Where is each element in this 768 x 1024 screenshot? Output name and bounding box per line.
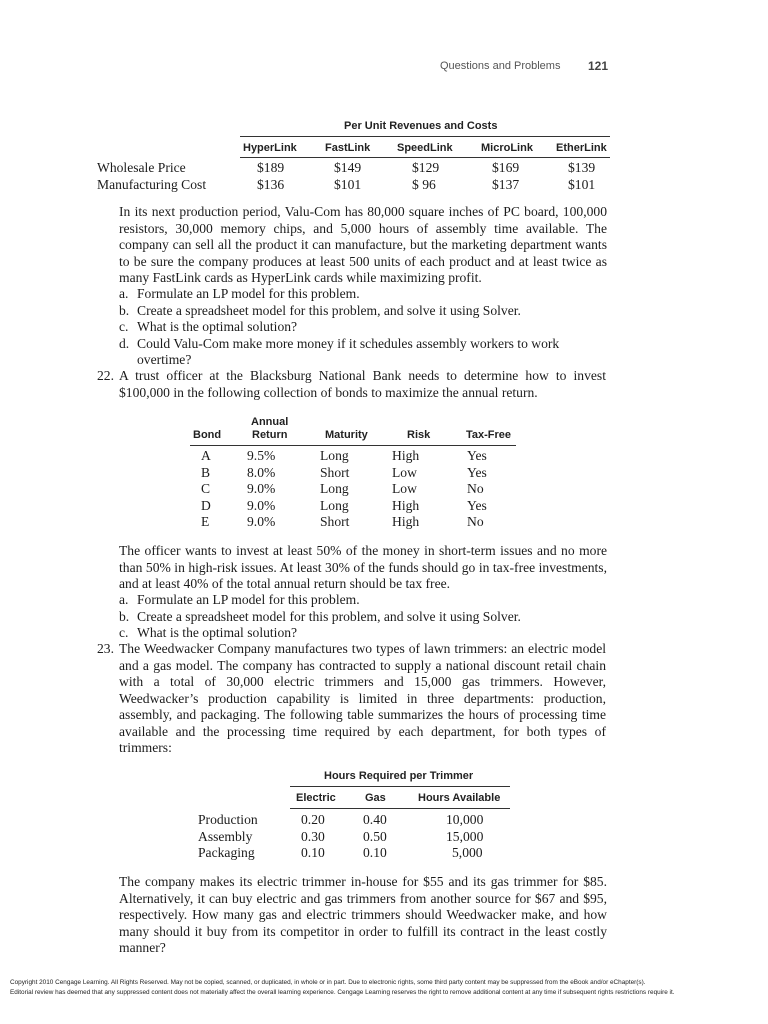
item-label: b. <box>119 609 130 624</box>
table-cell: $169 <box>492 160 520 175</box>
item-text: Could Valu-Com make more money if it schedules assembly workers to work <box>137 336 560 351</box>
column-header: FastLink <box>325 142 371 154</box>
item-label: c. <box>119 625 129 640</box>
table-cell: 5,000 <box>452 845 483 860</box>
column-header: Hours Available <box>418 792 501 804</box>
table-rule <box>240 136 610 137</box>
table-cell: E <box>201 514 210 529</box>
table-cell: 15,000 <box>446 829 484 844</box>
table-cell: 9.0% <box>247 514 276 529</box>
item-text: Create a spreadsheet model for this problem, and solve it using Solver. <box>137 303 521 318</box>
table-cell: C <box>201 481 211 496</box>
table-cell: 10,000 <box>446 812 484 827</box>
table-cell: 9.0% <box>247 497 276 513</box>
table-cell: A <box>201 448 211 463</box>
question-number: 22. <box>97 368 114 383</box>
table-title: Hours Required per Trimmer <box>324 770 474 782</box>
row-label: Production <box>198 812 258 827</box>
table-rule <box>290 808 510 809</box>
table-rule <box>190 445 516 446</box>
row-label: Manufacturing Cost <box>97 177 207 192</box>
table-cell: $137 <box>492 177 520 192</box>
list-item-continuation: overtime? <box>137 352 192 367</box>
table-cell: B <box>201 464 211 480</box>
table-cell: Long <box>320 448 349 463</box>
table-row <box>190 481 487 498</box>
copyright-line: Copyright 2010 Cengage Learning. All Rights Reserved. May not be copied, scanned, or duplicated, in whole or in part. Due to electronic rights, some third party content may be suppressed from the eBook and/or eChapter(s). <box>10 979 646 986</box>
row-label: Assembly <box>198 829 253 844</box>
table-cell: 8.0% <box>247 464 276 480</box>
question-text: The Weedwacker Company manufactures two types of lawn trimmers: an electric model and a gas model. The company has contracted to supply a national discount retail chain with a total of 30,000 electric trimmers and 15,000 gas trimmers. However, Weedwacker’s production capability is limited in three departments: production, assembly, and packaging. The following table summarizes the hours of processing time available and the processing time required by each department, for both types of trimmers: <box>119 641 606 755</box>
table-cell: High <box>392 448 420 463</box>
column-header: Annual <box>251 416 289 428</box>
paragraph-text: The officer wants to invest at least 50% of the money in short-term issues and no more than 50% in high-risk issues. At least 30% of the funds should go in tax-free investments, and at least 40% of the total annual return should be tax free. <box>119 543 607 591</box>
table-cell: $136 <box>257 177 285 192</box>
table-cell: 0.40 <box>363 812 387 827</box>
table-cell: High <box>392 497 420 513</box>
table-cell: Short <box>320 464 350 480</box>
item-label: a. <box>119 592 129 607</box>
item-text: What is the optimal solution? <box>137 625 298 640</box>
column-header: MicroLink <box>481 142 533 154</box>
table-cell: $129 <box>412 160 440 175</box>
table-cell: $139 <box>568 160 596 175</box>
item-label: c. <box>119 319 129 334</box>
column-header: Bond <box>193 429 222 441</box>
table-cell: $ 96 <box>412 177 436 192</box>
table-rule <box>240 157 610 158</box>
paragraph-text: In its next production period, Valu-Com has 80,000 square inches of PC board, 100,000 resistors, 30,000 memory chips, and 5,000 hours of assembly time available. The company can sell all the product it can manufacture, but the marketing department wants to be sure the company produces at least 500 units of each product and at least twice as many FastLink cards as HyperLink cards while maximizing profit. <box>119 204 607 285</box>
table-cell: D <box>201 497 211 513</box>
table-cell: 0.10 <box>301 845 325 860</box>
paragraph-22-after <box>119 543 607 593</box>
table-cell: $149 <box>334 160 362 175</box>
table-cell: 0.20 <box>301 812 325 827</box>
table-cell: Low <box>392 464 417 480</box>
paragraph-21 <box>119 204 607 287</box>
column-header: Maturity <box>325 429 368 441</box>
item-label: d. <box>119 336 130 351</box>
table-cell: Long <box>320 481 349 496</box>
column-header: Electric <box>296 792 336 804</box>
table-cell: 0.10 <box>363 845 387 860</box>
column-header: SpeedLink <box>397 142 453 154</box>
table-cell: $101 <box>568 177 596 192</box>
column-header: Gas <box>365 792 386 804</box>
table-cell: 0.30 <box>301 829 325 844</box>
item-label: b. <box>119 303 130 318</box>
table-row <box>190 514 487 531</box>
page-number: 121 <box>588 59 609 73</box>
table-cell: Yes <box>467 497 487 513</box>
table-cell: Yes <box>467 464 487 480</box>
item-text: What is the optimal solution? <box>137 319 298 334</box>
table-rule <box>290 786 510 787</box>
table-cell: No <box>467 481 484 496</box>
question-text: A trust officer at the Blacksburg National Bank needs to determine how to invest $100,000 in the following collection of bonds to maximize the annual return. <box>119 368 606 400</box>
column-header: Tax-Free <box>466 429 512 441</box>
paragraph-23-after <box>119 874 607 957</box>
column-header: Return <box>252 429 288 441</box>
item-text: Formulate an LP model for this problem. <box>137 592 360 607</box>
table-cell: $101 <box>334 177 362 192</box>
table-row <box>190 498 487 515</box>
column-header: HyperLink <box>243 142 297 154</box>
table-cell: High <box>392 514 420 529</box>
table-cell: Short <box>320 514 350 529</box>
copyright-line: Editorial review has deemed that any suppressed content does not materially affect the overall learning experience. Cengage Learning reserves the right to remove additional content at any time if subsequent rights restrictions require it. <box>10 989 675 996</box>
running-header <box>440 59 609 73</box>
table-row <box>190 465 487 482</box>
item-label: a. <box>119 286 129 301</box>
column-header: Risk <box>407 429 431 441</box>
table-title: Per Unit Revenues and Costs <box>344 120 498 132</box>
paragraph-text: The company makes its electric trimmer in-house for $55 and its gas trimmer for $85. Alternatively, it can buy electric and gas trimmers from another source for $67 and $95, respectively. How many gas and electric trimmers should Weedwacker make, and how many should it buy from its competitor in order to fulfill its contract in the least costly manner? <box>119 874 607 955</box>
question-number: 23. <box>97 641 114 656</box>
table-cell: Low <box>392 481 417 496</box>
table-cell: Long <box>320 497 349 513</box>
table-cell: No <box>467 514 484 529</box>
table-cell: 0.50 <box>363 829 387 844</box>
bond-rows <box>190 448 487 531</box>
item-text: Formulate an LP model for this problem. <box>137 286 360 301</box>
row-label: Packaging <box>198 845 255 860</box>
row-label: Wholesale Price <box>97 160 186 175</box>
item-text: Create a spreadsheet model for this problem, and solve it using Solver. <box>137 609 521 624</box>
table-cell: 9.0% <box>247 481 276 496</box>
column-header: EtherLink <box>556 142 607 154</box>
table-cell: Yes <box>467 448 487 463</box>
table-cell: $189 <box>257 160 285 175</box>
table-row <box>190 448 487 465</box>
running-title: Questions and Problems <box>440 60 561 72</box>
table-cell: 9.5% <box>247 448 276 463</box>
